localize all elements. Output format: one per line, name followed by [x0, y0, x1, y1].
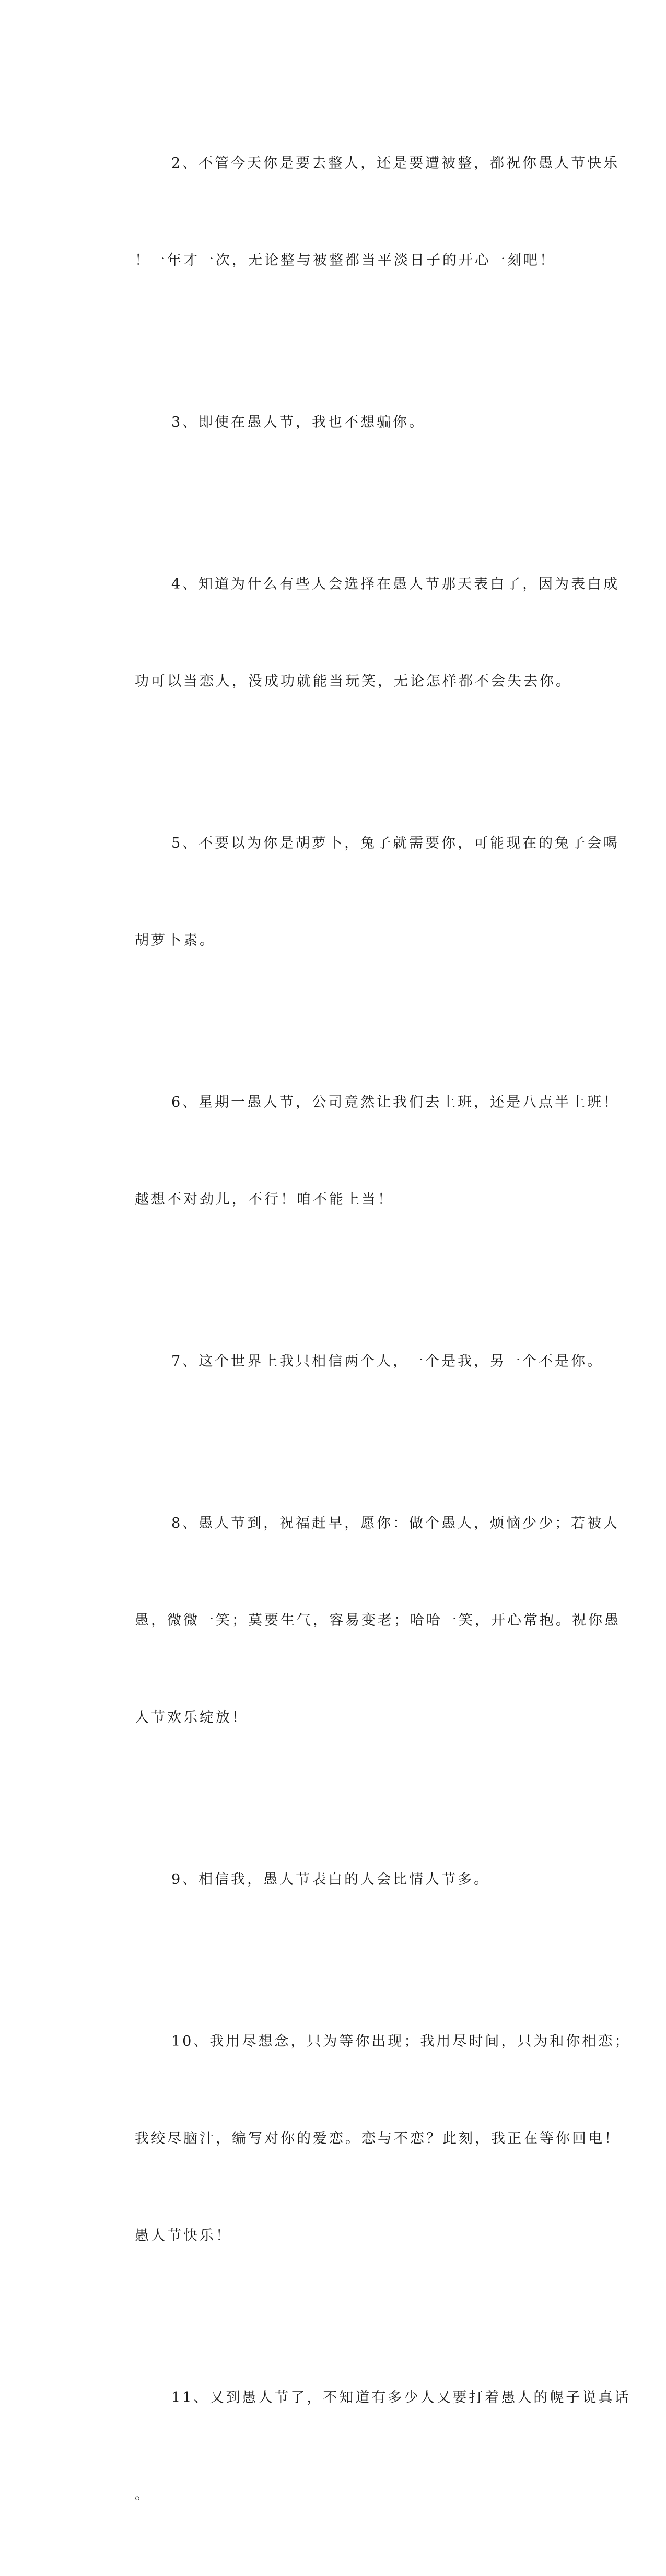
paragraph-line: 我绞尽脑汁，编写对你的爱恋。恋与不恋？此刻，我正在等你回电！ [135, 2130, 621, 2147]
paragraph-4 [98, 504, 620, 763]
paragraph-line: 。 [135, 2487, 151, 2503]
paragraph-3 [98, 342, 558, 504]
paragraph-line: 功可以当恋人，没成功就能当玩笑，无论怎样都不会失去你。 [135, 673, 572, 689]
paragraph-line: 10、我用尽想念，只为等你出现；我用尽时间，只为和你相恋； [171, 2033, 631, 2050]
paragraph-line: 人节欢乐绽放！ [135, 1709, 248, 1726]
document-body [98, 83, 631, 2576]
paragraph-2 [98, 83, 620, 342]
paragraph-5 [98, 763, 620, 1022]
paragraph-line: 6、星期一愚人节，公司竟然让我们去上班，还是八点半上班！ [171, 1094, 620, 1110]
paragraph-line: 愚人节快乐！ [135, 2228, 232, 2244]
paragraph-6 [98, 1022, 620, 1281]
paragraph-line: 4、知道为什么有些人会选择在愚人节那天表白了，因为表白成 [171, 576, 620, 592]
paragraph-10 [98, 1961, 631, 2317]
paragraph-line: 7、这个世界上我只相信两个人，一个是我，另一个不是你。 [171, 1353, 604, 1369]
paragraph-line: ！一年才一次，无论整与被整都当平淡日子的开心一刻吧！ [135, 252, 556, 268]
paragraph-8 [98, 1443, 621, 1799]
paragraph-11 [98, 2317, 631, 2576]
paragraph-line: 越想不对劲儿，不行！咱不能上当！ [135, 1191, 394, 1208]
paragraph-line: 3、即使在愚人节，我也不想骗你。 [171, 414, 426, 430]
paragraph-line: 8、愚人节到，祝福赶早，愿你：做个愚人，烦恼少少；若被人 [171, 1515, 620, 1531]
paragraph-7 [98, 1281, 604, 1443]
paragraph-line: 2、不管今天你是要去整人，还是要遭被整，都祝你愚人节快乐 [171, 155, 620, 171]
paragraph-line: 5、不要以为你是胡萝卜，兔子就需要你，可能现在的兔子会喝 [171, 835, 620, 851]
paragraph-line: 胡萝卜素。 [135, 932, 216, 949]
paragraph-line: 11、又到愚人节了，不知道有多少人又要打着愚人的幌子说真话 [171, 2390, 631, 2406]
paragraph-line: 愚，微微一笑；莫要生气，容易变老；哈哈一笑，开心常抱。祝你愚 [135, 1612, 621, 1629]
paragraph-9 [98, 1799, 558, 1961]
paragraph-line: 9、相信我，愚人节表白的人会比情人节多。 [171, 1871, 490, 1888]
